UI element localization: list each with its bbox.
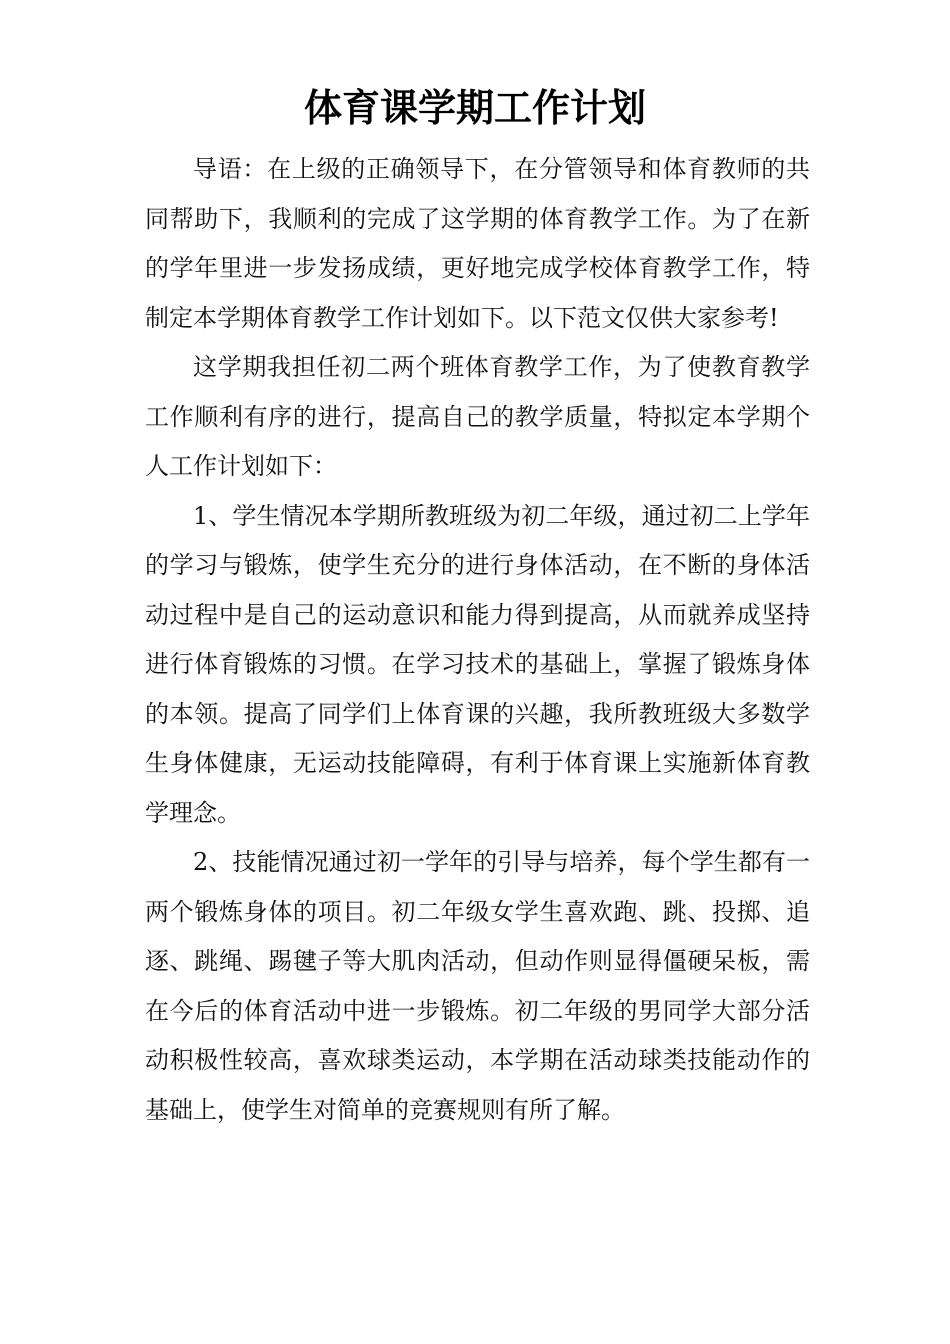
paragraph-overview: 这学期我担任初二两个班体育教学工作，为了使教育教学工作顺利有序的进行，提高自己的教学质量，特拟定本学期个人工作计划如下： [145, 353, 810, 480]
paragraph-intro: 导语：在上级的正确领导下，在分管领导和体育教师的共同帮助下，我顺利的完成了这学期的体育教学工作。为了在新的学年里进一步发扬成绩，更好地完成学校体育教学工作，特制定本学期体育教学工作计划如下。以下范文仅供大家参考! [145, 155, 810, 332]
paragraph-skill-situation: 2、技能情况通过初一学年的引导与培养，每个学生都有一两个锻炼身体的项目。初二年级女学生喜欢跑、跳、投掷、追逐、跳绳、踢毽子等大肌肉活动，但动作则显得僵硬呆板，需在今后的体育活动中进一步锻炼。初二年级的男同学大部分活动积极性较高，喜欢球类运动，本学期在活动球类技能动作的基础上，使学生对简单的竞赛规则有所了解。 [145, 848, 810, 1124]
paragraph-student-situation: 1、学生情况本学期所教班级为初二年级，通过初二上学年的学习与锻炼，使学生充分的进行身体活动，在不断的身体活动过程中是自己的运动意识和能力得到提高，从而就养成坚持进行体育锻炼的习惯。在学习技术的基础上，掌握了锻炼身体的本领。提高了同学们上体育课的兴趣，我所教班级大多数学生身体健康，无运动技能障碍，有利于体育课上实施新体育教学理念。 [145, 501, 810, 827]
document-body [145, 145, 810, 1135]
document-title: 体育课学期工作计划 [303, 85, 646, 130]
